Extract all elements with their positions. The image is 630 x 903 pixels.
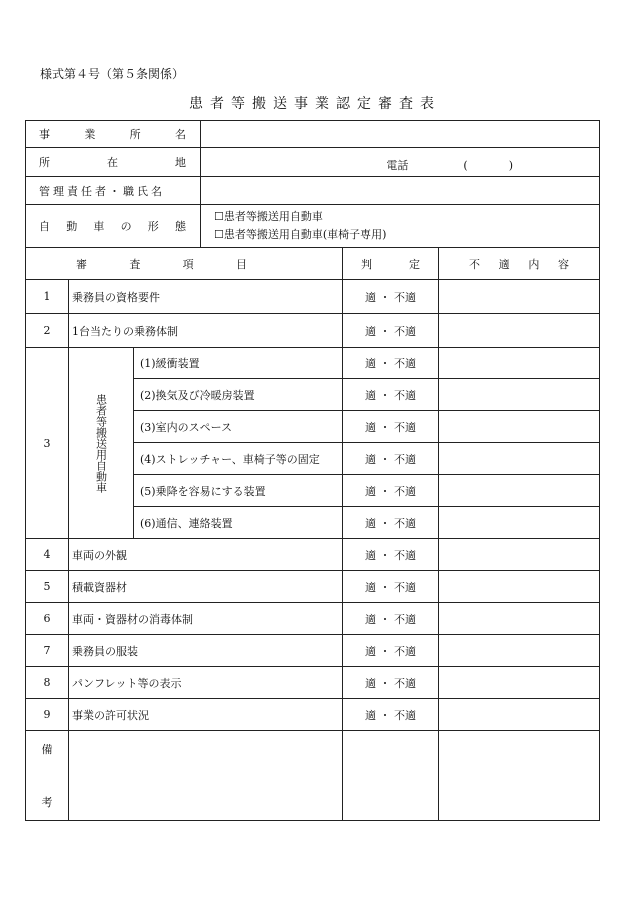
table-row (26, 280, 600, 314)
office-name-value[interactable] (201, 121, 600, 148)
vehicle-type-label: 自 動 車 の 形 態 (39, 220, 186, 233)
row-noncompliance[interactable] (439, 699, 600, 731)
row-item: 乗務員の服装 (72, 644, 138, 658)
form-number-label: 様式第４号（第５条関係） (40, 67, 185, 81)
vehicle-option-wheelchair[interactable]: ☐患者等搬送用自動車(車椅子専用) (214, 228, 387, 241)
row-noncompliance[interactable] (439, 475, 600, 507)
table-row (26, 571, 600, 603)
remarks-judgment-cell[interactable] (343, 731, 439, 821)
row-item: 乗務員の資格要件 (72, 290, 160, 304)
sub-item: (3)室内のスペース (140, 420, 233, 434)
row-judgment[interactable]: 適 ・ 不適 (343, 411, 439, 443)
office-name-label: 事 業 所 名 (39, 128, 186, 141)
phone-label: 電話 (386, 159, 409, 172)
row-noncompliance[interactable] (439, 667, 600, 699)
address-value[interactable] (201, 148, 600, 177)
office-name-row (26, 121, 600, 148)
table-row (26, 539, 600, 571)
row-noncompliance[interactable] (439, 539, 600, 571)
vehicle-category: 患者等搬送用自動車 (69, 348, 134, 539)
row-judgment[interactable]: 適 ・ 不適 (343, 443, 439, 475)
review-table (25, 120, 600, 821)
row-judgment[interactable]: 適 ・ 不適 (343, 348, 439, 379)
row-noncompliance[interactable] (439, 348, 600, 379)
vehicle-option-standard[interactable]: ☐患者等搬送用自動車 (214, 210, 323, 223)
header-judgment: 判 定 (361, 257, 420, 271)
row-noncompliance[interactable] (439, 411, 600, 443)
table-row (26, 699, 600, 731)
row-judgment[interactable]: 適 ・ 不適 (343, 507, 439, 539)
row-judgment[interactable]: 適 ・ 不適 (343, 280, 439, 314)
address-row (26, 148, 600, 177)
manager-value[interactable] (201, 177, 600, 205)
row-number: 5 (26, 571, 69, 603)
row-noncompliance[interactable] (439, 603, 600, 635)
table-row (26, 667, 600, 699)
row-judgment[interactable]: 適 ・ 不適 (343, 539, 439, 571)
row-item: 事業の許可状況 (72, 708, 149, 722)
row-number: 2 (26, 314, 69, 348)
row-judgment[interactable]: 適 ・ 不適 (343, 475, 439, 507)
header-items: 審 査 項 目 (76, 257, 247, 271)
row-noncompliance[interactable] (439, 507, 600, 539)
sub-item: (2)換気及び冷暖房装置 (140, 388, 255, 402)
remarks-label: 備 考 (26, 731, 69, 821)
header-noncompliance: 不 適 内 容 (469, 257, 570, 271)
remarks-row (26, 731, 600, 821)
row-item: 車両・資器材の消毒体制 (72, 612, 193, 626)
row-judgment[interactable]: 適 ・ 不適 (343, 603, 439, 635)
row-item: パンフレット等の表示 (72, 676, 182, 690)
row-judgment[interactable]: 適 ・ 不適 (343, 379, 439, 411)
sub-item: (1)緩衝装置 (140, 357, 200, 370)
remarks-note-cell[interactable] (439, 731, 600, 821)
row-judgment[interactable]: 適 ・ 不適 (343, 635, 439, 667)
row-number: 4 (26, 539, 69, 571)
row-judgment[interactable]: 適 ・ 不適 (343, 571, 439, 603)
remarks-field[interactable] (69, 731, 343, 821)
phone-value[interactable]: ( ) (463, 159, 516, 172)
header-row (26, 248, 600, 280)
address-label: 所 在 地 (39, 156, 186, 169)
manager-label: 管理責任者・職氏名 (39, 184, 165, 198)
sub-item: (6)通信、連絡装置 (140, 516, 233, 530)
row-number: 8 (26, 667, 69, 699)
row-noncompliance[interactable] (439, 635, 600, 667)
row-noncompliance[interactable] (439, 443, 600, 475)
row-noncompliance[interactable] (439, 280, 600, 314)
row-number: 1 (26, 280, 69, 314)
table-row (26, 348, 600, 379)
table-row (26, 635, 600, 667)
sub-item: (4)ストレッチャー、車椅子等の固定 (140, 452, 320, 466)
row-judgment[interactable]: 適 ・ 不適 (343, 699, 439, 731)
row-item: 積載資器材 (72, 580, 127, 594)
row-item: 1台当たりの乗務体制 (72, 324, 178, 338)
sub-item: (5)乗降を容易にする装置 (140, 484, 266, 498)
manager-row (26, 177, 600, 205)
row-number: 9 (26, 699, 69, 731)
row-noncompliance[interactable] (439, 314, 600, 348)
row-number: 3 (26, 348, 69, 539)
row-noncompliance[interactable] (439, 571, 600, 603)
row-judgment[interactable]: 適 ・ 不適 (343, 667, 439, 699)
row-noncompliance[interactable] (439, 379, 600, 411)
row-item: 車両の外観 (72, 548, 127, 562)
page-title: 患者等搬送事業認定審査表 (189, 96, 441, 112)
row-judgment[interactable]: 適 ・ 不適 (343, 314, 439, 348)
vehicle-type-row (26, 205, 600, 248)
table-row (26, 603, 600, 635)
table-row (26, 314, 600, 348)
row-number: 6 (26, 603, 69, 635)
row-number: 7 (26, 635, 69, 667)
